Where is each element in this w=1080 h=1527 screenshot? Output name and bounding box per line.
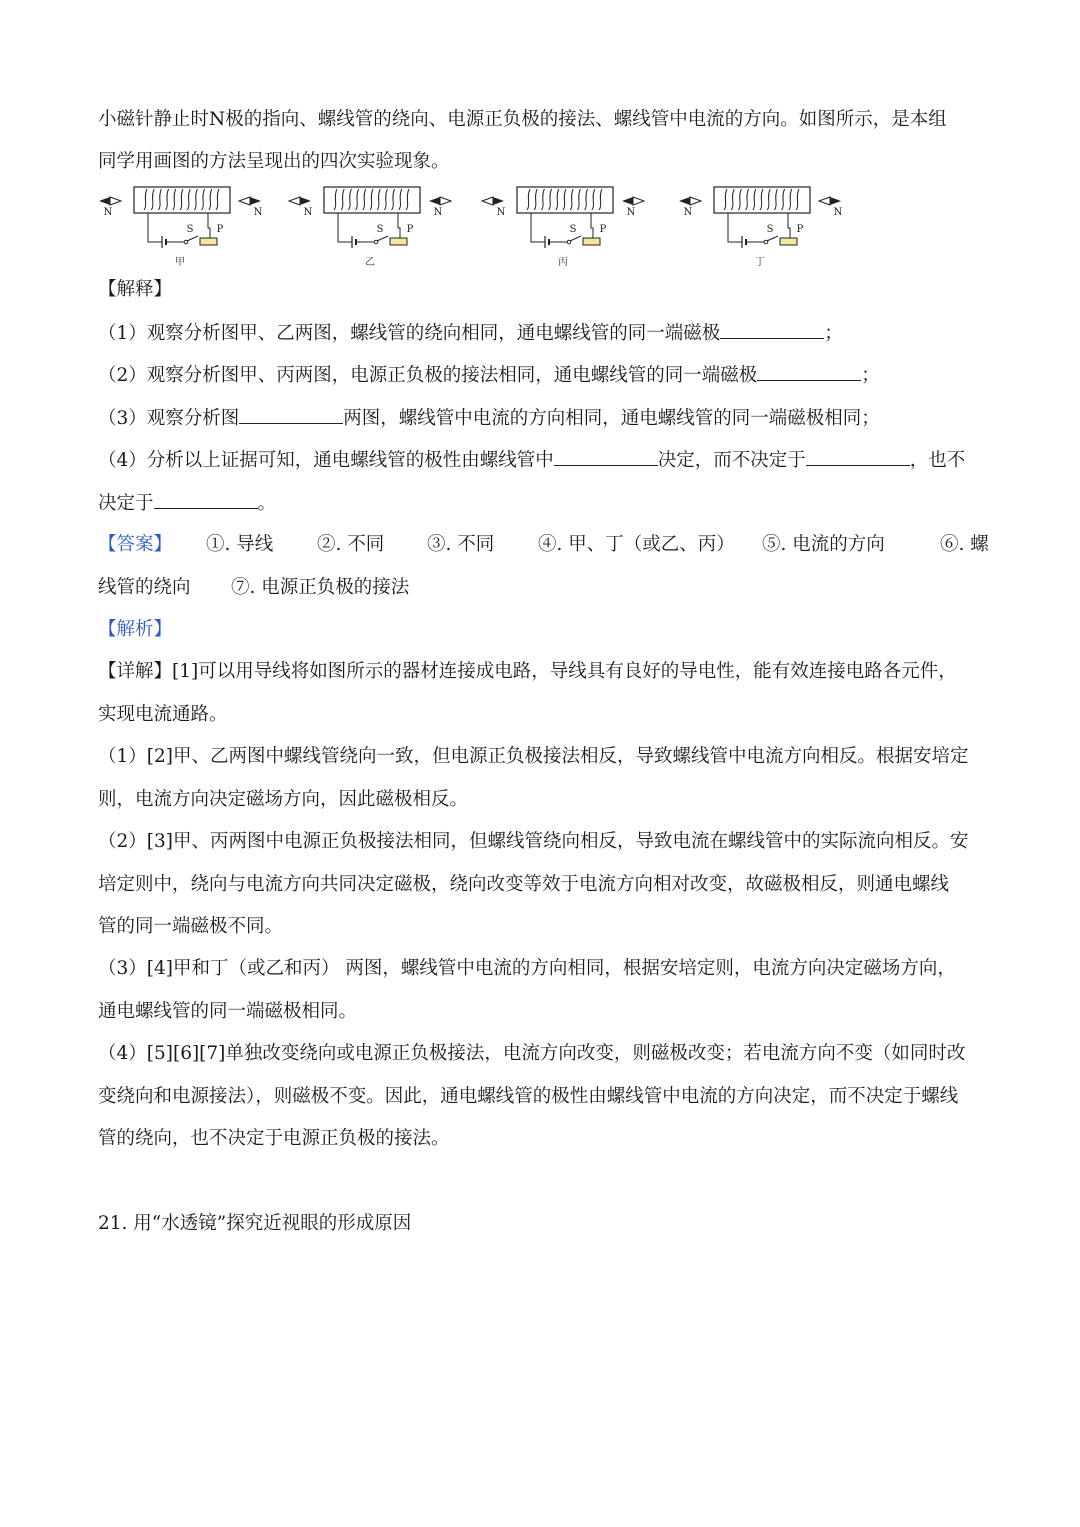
- needle-left-3-label: N: [496, 207, 506, 218]
- analysis-line-12: 管的绕向，也不决定于电源正负极的接法。: [98, 1128, 450, 1149]
- coil-turn: [760, 189, 763, 210]
- coil-turn: [556, 189, 559, 210]
- coil-turn: [577, 189, 580, 210]
- analysis-line-5: （2）[3]甲、丙两图中电源正负极接法相同，但螺线管绕向相反，导致电流在螺线管中的实际流向相反。安: [98, 831, 969, 852]
- analysis-line-8: （3）[4]甲和丁（或乙和丙） 两图，螺线管中电流的方向相同，根据安培定则，电流方向决定磁场方向，: [98, 958, 956, 979]
- intro-line-2: 同学用画图的方法呈现出的四次实验现象。: [98, 151, 450, 172]
- analysis-line-2: 实现电流通路。: [98, 704, 228, 725]
- coil-turn: [202, 189, 205, 210]
- coil-turn: [341, 189, 344, 210]
- wire-right-4: [788, 213, 790, 238]
- wire-right-3: [591, 213, 593, 238]
- detail-tag: 【详解】: [98, 661, 173, 682]
- needle-right-1-label: N: [253, 207, 263, 218]
- question-3-pre: （3）观察分析图: [98, 408, 240, 429]
- switch-lever: [767, 236, 778, 241]
- coil-turn: [209, 189, 212, 210]
- analysis-line-11: 变绕向和电源接法），则磁极不变。因此，通电螺线管的极性由螺线管中电流的方向决定，而不决定于螺线: [98, 1086, 959, 1107]
- question-4: [98, 447, 982, 474]
- coil-turn: [216, 189, 219, 210]
- needle-right-4-north-half: [830, 197, 841, 205]
- question-4b-end: 。: [257, 493, 277, 514]
- rheostat-4: [780, 238, 797, 245]
- analysis-line-10: （4）[5][6][7]单独改变绕向或电源正负极接法，电流方向改变，则磁极改变；若电流方向不变（如同时改: [98, 1043, 966, 1064]
- coil-turn: [738, 189, 741, 210]
- question-4-pre: （4）分析以上证据可知，通电螺线管的极性由螺线管中: [98, 450, 554, 471]
- intro-line-1: 小磁针静止时N极的指向、螺线管的绕向、电源正负极的接法、螺线管中电流的方向。如图所示，是本组: [98, 109, 947, 130]
- needle-right-2-south-half: [440, 197, 451, 205]
- coil-turn: [774, 189, 777, 210]
- answer-item-7: ⑦. 电源正负极的接法: [231, 577, 410, 598]
- analysis-line-9: 通电螺线管的同一端磁极相同。: [98, 1001, 358, 1022]
- pole-label-4: P: [796, 224, 804, 235]
- answer-blank-5: [806, 447, 910, 466]
- needle-right-4-label: N: [833, 207, 843, 218]
- answer-item-5: ⑤. 电流的方向: [762, 534, 885, 555]
- pole-label-1: P: [216, 224, 224, 235]
- needle-left-2-north-half: [300, 197, 311, 205]
- switch-lever: [377, 236, 388, 241]
- needle-left-3-south-half: [482, 197, 493, 205]
- coil-turn: [158, 189, 161, 210]
- coil-turn: [406, 189, 409, 210]
- coil-turn: [796, 189, 799, 210]
- coil-turn: [570, 189, 573, 210]
- needle-right-3-south-half: [633, 197, 644, 205]
- coil-turn: [549, 189, 552, 210]
- rheostat-2: [390, 238, 407, 245]
- answer-blank-3: [239, 405, 343, 424]
- question-4-cont: [98, 490, 982, 517]
- needle-right-2-label: N: [433, 207, 443, 218]
- needle-right-3-north-half: [622, 197, 633, 205]
- wire-left-3: [531, 213, 545, 242]
- answer-item-3: ③. 不同: [427, 534, 495, 555]
- answer-blank-4: [554, 447, 658, 466]
- answer-blank-6: [154, 490, 258, 509]
- coil-turn: [173, 189, 176, 210]
- coil-turn: [194, 189, 197, 210]
- analysis-line-6: 培定则中，绕向与电流方向共同决定磁极，绕向改变等效于电流方向相对改变，故磁极相反，则通电螺线: [98, 874, 950, 895]
- switch-label-3: S: [569, 224, 577, 235]
- needle-left-1-north-half: [99, 197, 110, 205]
- needle-left-2-label: N: [303, 207, 313, 218]
- question-1: [98, 320, 982, 347]
- question-2-end: ；: [861, 365, 880, 386]
- switch-lever: [570, 236, 581, 241]
- coil-turn: [166, 189, 169, 210]
- question-3-post: 两图，螺线管中电流的方向相同，通电螺线管的同一端磁极相同；: [343, 408, 880, 429]
- analysis-line-4: 则，电流方向决定磁场方向，因此磁极相反。: [98, 789, 469, 810]
- needle-left-1-south-half: [110, 197, 121, 205]
- coil-turn: [782, 189, 785, 210]
- answer-item-6: ⑥. 螺: [940, 534, 989, 555]
- coil-turn: [377, 189, 380, 210]
- needle-left-1-label: N: [103, 207, 113, 218]
- coil-turn: [599, 189, 602, 210]
- coil-turn: [767, 189, 770, 210]
- needle-right-3-label: N: [626, 207, 636, 218]
- question-1-text: （1）观察分析图甲、乙两图，螺线管的绕向相同，通电螺线管的同一端磁极: [98, 323, 721, 344]
- needle-right-2-north-half: [429, 197, 440, 205]
- pole-label-2: P: [406, 224, 414, 235]
- needle-left-4-north-half: [679, 197, 690, 205]
- panel-caption-4: 丁: [755, 257, 765, 268]
- explain-heading: 【解释】: [98, 279, 173, 300]
- answer-item-6-cont: 线管的绕向: [98, 577, 191, 598]
- answer-tag: 【答案】: [98, 534, 173, 555]
- panel-caption-3: 丙: [558, 257, 568, 268]
- question-2-text: （2）观察分析图甲、丙两图，电源正负极的接法相同，通电螺线管的同一端磁极: [98, 365, 758, 386]
- wire-right-2: [398, 213, 400, 238]
- needle-right-4-south-half: [819, 197, 830, 205]
- coil-turn: [392, 189, 395, 210]
- needle-right-1-south-half: [239, 197, 250, 205]
- wire-left-4: [728, 213, 742, 242]
- wire-left-2: [338, 213, 352, 242]
- panel-caption-1: 甲: [175, 257, 185, 268]
- needle-left-4-south-half: [690, 197, 701, 205]
- answer-item-1: ①. 导线: [206, 534, 274, 555]
- analysis-tag: 【解析】: [98, 619, 173, 640]
- switch-label-2: S: [376, 224, 384, 235]
- analysis-line-7: 管的同一端磁极不同。: [98, 916, 284, 937]
- coil-turn: [187, 189, 190, 210]
- question-3: [98, 405, 982, 432]
- rheostat-1: [200, 238, 217, 245]
- pole-label-3: P: [599, 224, 607, 235]
- coil-turn: [334, 189, 337, 210]
- rheostat-3: [583, 238, 600, 245]
- coil-turn: [384, 189, 387, 210]
- analysis-text-1: [1]可以用导线将如图所示的器材连接成电路，导线具有良好的导电性，能有效连接电路各元件，: [172, 661, 957, 682]
- coil-turn: [753, 189, 756, 210]
- coil-turn: [563, 189, 566, 210]
- coil-turn: [144, 189, 147, 210]
- needle-left-3-north-half: [493, 197, 504, 205]
- answer-blank-1: [720, 320, 824, 339]
- coil-turn: [541, 189, 544, 210]
- coil-turn: [527, 189, 530, 210]
- switch-label-4: S: [766, 224, 774, 235]
- coil-turn: [534, 189, 537, 210]
- switch-label-1: S: [186, 224, 194, 235]
- coil-turn: [746, 189, 749, 210]
- analysis-line-3: （1）[2]甲、乙两图中螺线管绕向一致，但电源正负极接法相反，导致螺线管中电流方向相反。根据安培定: [98, 746, 969, 767]
- solenoid-figure: [96, 180, 856, 272]
- wire-right-1: [208, 213, 210, 238]
- coil-turn: [731, 189, 734, 210]
- coil-turn: [348, 189, 351, 210]
- question-4b-pre: 决定于: [98, 493, 154, 514]
- needle-left-4-label: N: [683, 207, 693, 218]
- wire-left-1: [148, 213, 162, 242]
- coil-turn: [363, 189, 366, 210]
- coil-turn: [724, 189, 727, 210]
- switch-lever: [187, 236, 198, 241]
- coil-turn: [585, 189, 588, 210]
- coil-turn: [356, 189, 359, 210]
- next-question-title: 21. 用“水透镜”探究近视眼的形成原因: [98, 1213, 412, 1234]
- analysis-line-1: [98, 659, 982, 685]
- answer-blank-2: [757, 362, 861, 381]
- coil-turn: [370, 189, 373, 210]
- question-1-end: ；: [824, 323, 843, 344]
- coil-turn: [180, 189, 183, 210]
- answer-item-4: ④. 甲、丁（或乙、丙）: [538, 534, 735, 555]
- question-2: [98, 362, 982, 389]
- panel-caption-2: 乙: [365, 257, 375, 268]
- question-4-end: ，也不: [909, 450, 966, 471]
- question-4-mid: 决定，而不决定于: [657, 450, 806, 471]
- answer-item-2: ②. 不同: [317, 534, 385, 555]
- needle-right-1-north-half: [250, 197, 261, 205]
- coil-turn: [151, 189, 154, 210]
- coil-turn: [399, 189, 402, 210]
- coil-turn: [592, 189, 595, 210]
- coil-turn: [789, 189, 792, 210]
- needle-left-2-south-half: [289, 197, 300, 205]
